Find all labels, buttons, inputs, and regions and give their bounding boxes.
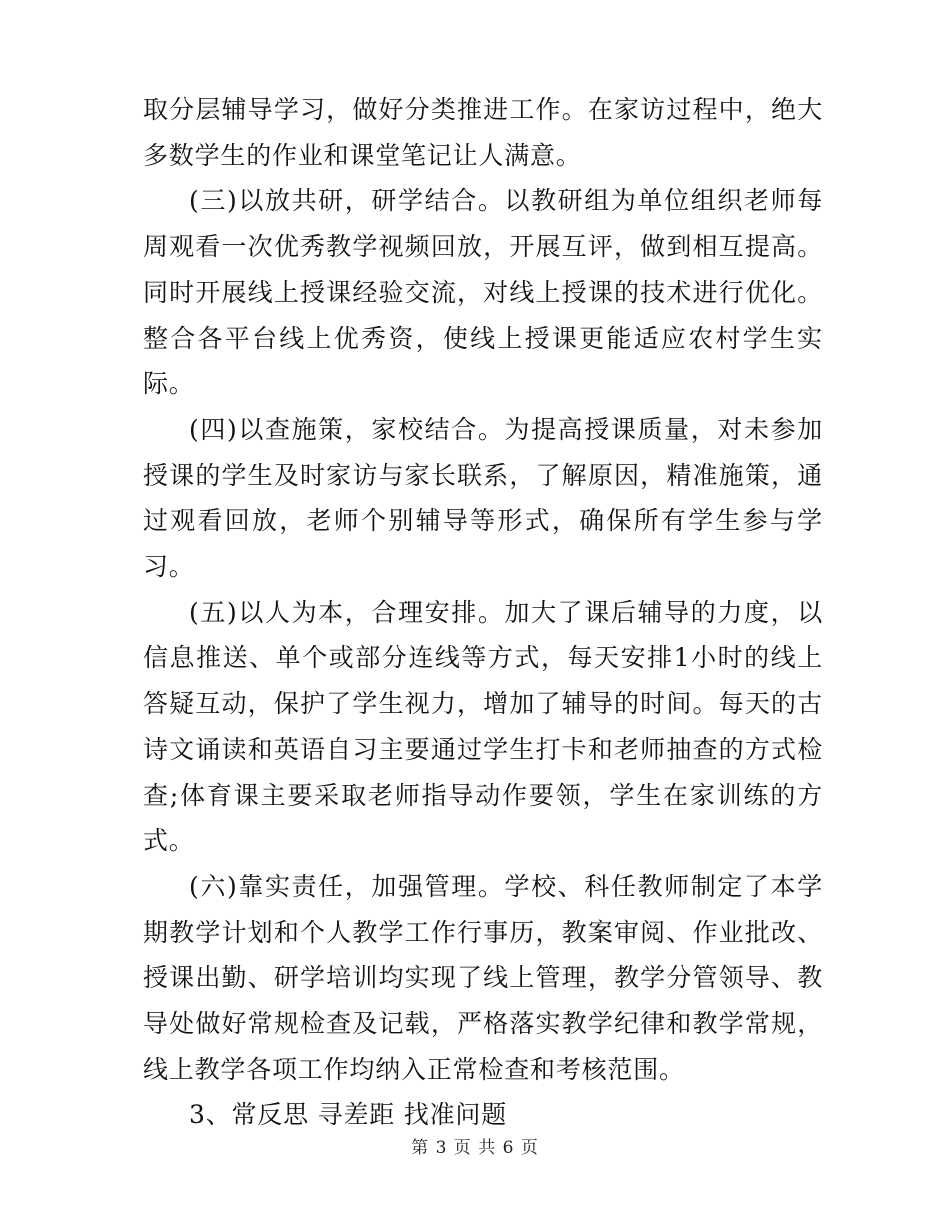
paragraph-continuation: 取分层辅导学习，做好分类推进工作。在家访过程中，绝大多数学生的作业和课堂笔记让人满意。 <box>143 95 823 170</box>
paragraph-section-6: (六)靠实责任，加强管理。学校、科任教师制定了本学期教学计划和个人教学工作行事历，教案审阅、作业批改、授课出勤、研学培训均实现了线上管理，教学分管领导、教导处做好常规检查及记载，严格落实教学纪律和教学常规，线上教学各项工作均纳入正常检查和考核范围。 <box>143 871 823 1084</box>
paragraph-section-4: (四)以查施策，家校结合。为提高授课质量，对未参加授课的学生及时家访与家长联系，了解原因，精准施策，通过观看回放，老师个别辅导等形式，确保所有学生参与学习。 <box>143 414 823 582</box>
page-number-footer: 第 3 页 共 6 页 <box>411 1138 539 1158</box>
paragraph-section-5: (五)以人为本，合理安排。加大了课后辅导的力度，以信息推送、单个或部分连线等方式，每天安排1小时的线上答疑互动，保护了学生视力，增加了辅导的时间。每天的古诗文诵读和英语自习主要通过学生打卡和老师抽查的方式检查;体育课主要采取老师指导动作要领，学生在家训练的方式。 <box>143 597 823 856</box>
heading-item-3: 3、常反思 寻差距 找准问题 <box>189 1100 508 1130</box>
document-body <box>143 87 823 1138</box>
paragraph-section-3: (三)以放共研，研学结合。以教研组为单位组织老师每周观看一次优秀教学视频回放，开展互评，做到相互提高。同时开展线上授课经验交流，对线上授课的技术进行优化。整合各平台线上优秀资，使线上授课更能适应农村学生实际。 <box>143 186 823 399</box>
